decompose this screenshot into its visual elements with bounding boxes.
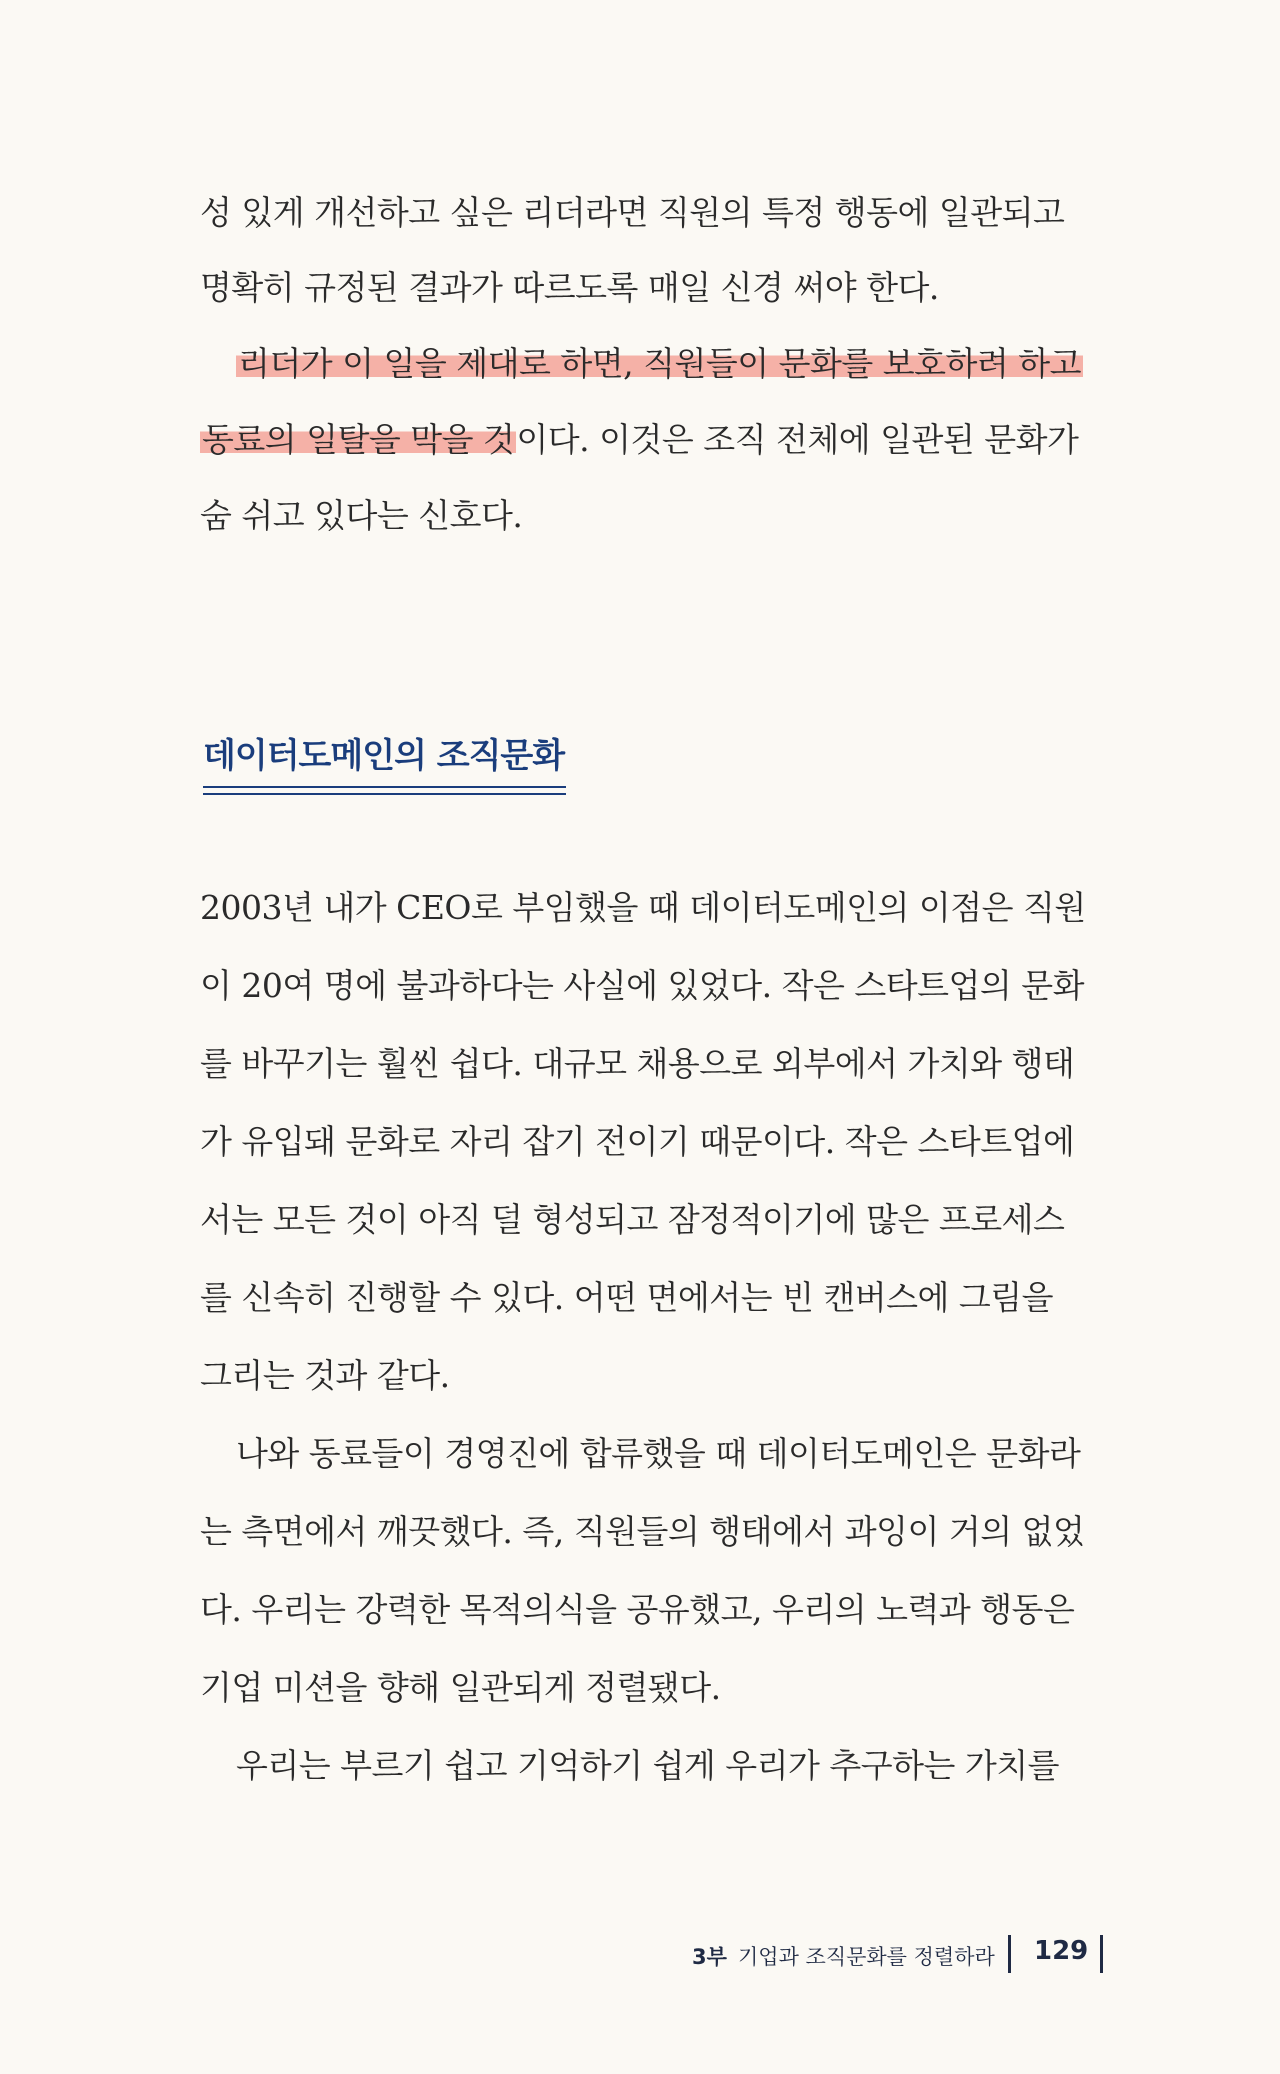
highlighted-line (236, 344, 1083, 384)
body-line: 기업 미션을 향해 일관되게 정렬됐다. (200, 1668, 721, 1707)
body-line: 를 바꾸기는 훨씬 쉽다. 대규모 채용으로 외부에서 가치와 행태 (200, 1044, 1075, 1083)
body-line: 명확히 규정된 결과가 따르도록 매일 신경 써야 한다. (200, 268, 939, 307)
footer-divider (1100, 1935, 1103, 1973)
footer-chapter-title: 기업과 조직문화를 정렬하라 (738, 1945, 995, 1969)
body-line: 2003년 내가 CEO로 부임했을 때 데이터도메인의 이점은 직원 (200, 888, 1086, 927)
title-underline (203, 793, 566, 795)
body-line: 나와 동료들이 경영진에 합류했을 때 데이터도메인은 문화라 (236, 1434, 1081, 1473)
highlighted-text: 동료의 일탈을 막을 것 (202, 420, 515, 459)
body-line: 다. 우리는 강력한 목적의식을 공유했고, 우리의 노력과 행동은 (200, 1590, 1075, 1629)
body-line: 우리는 부르기 쉽고 기억하기 쉽게 우리가 추구하는 가치를 (236, 1746, 1059, 1785)
body-line: 숨 쉬고 있다는 신호다. (200, 496, 523, 535)
body-line: 그리는 것과 같다. (200, 1356, 450, 1395)
section-title: 데이터도메인의 조직문화 (203, 736, 565, 776)
body-line: 이 20여 명에 불과하다는 사실에 있었다. 작은 스타트업의 문화 (200, 966, 1084, 1005)
body-line: 를 신속히 진행할 수 있다. 어떤 면에서는 빈 캔버스에 그림을 (200, 1278, 1053, 1317)
page-number: 129 (1034, 1936, 1089, 1966)
body-line: 는 측면에서 깨끗했다. 즉, 직원들의 행태에서 과잉이 거의 없었 (200, 1512, 1085, 1551)
body-line: 서는 모든 것이 아직 덜 형성되고 잠정적이기에 많은 프로세스 (200, 1200, 1065, 1239)
body-line: 성 있게 개선하고 싶은 리더라면 직원의 특정 행동에 일관되고 (200, 193, 1065, 232)
footer-part-label: 3부 (692, 1945, 727, 1969)
body-text: 이다. 이것은 조직 전체에 일관된 문화가 (516, 420, 1079, 459)
body-line: 가 유입돼 문화로 자리 잡기 전이기 때문이다. 작은 스타트업에 (200, 1122, 1075, 1161)
footer-divider (1008, 1935, 1011, 1973)
highlighted-text: 리더가 이 일을 제대로 하면, 직원들이 문화를 보호하려 하고 (238, 344, 1081, 383)
body-line (200, 420, 1078, 460)
title-underline (203, 786, 566, 788)
